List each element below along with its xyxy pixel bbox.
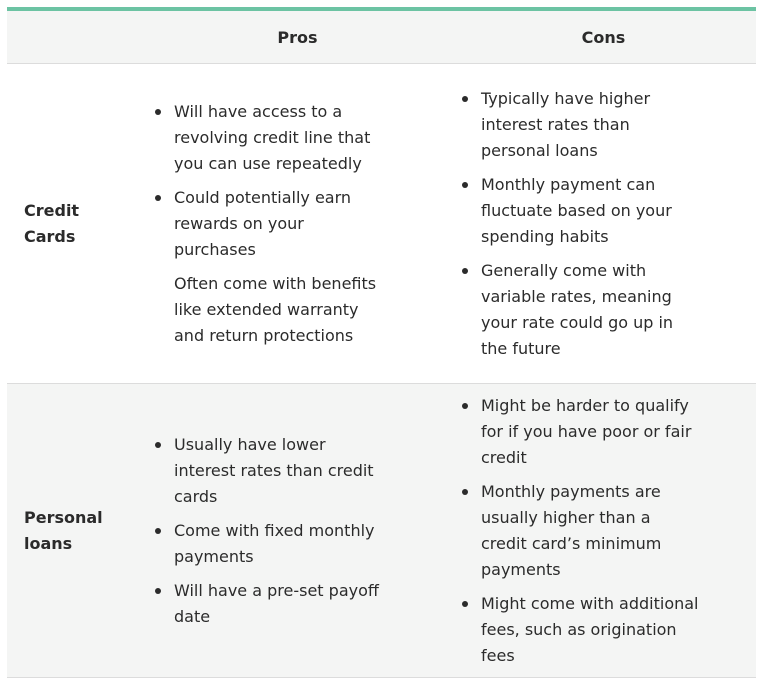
list-item: [144, 271, 384, 349]
list-item: [451, 393, 701, 471]
cons-list-credit-cards: [451, 86, 701, 362]
list-item: [144, 518, 384, 570]
bullet-icon: [462, 182, 468, 188]
row-label-text: Credit Cards: [24, 200, 80, 246]
header-cons: Cons: [581, 27, 626, 47]
cons-cell-personal-loans: [451, 384, 756, 677]
list-item: [144, 185, 384, 263]
pros-cell-credit-cards: [144, 64, 451, 383]
list-item-text: Monthly payment can fluctuate based on your spending habits: [481, 174, 672, 246]
row-label-personal-loans: [7, 384, 144, 677]
comparison-table: [7, 7, 756, 678]
pros-list-personal-loans: [144, 432, 384, 630]
row-label-text: Personal loans: [24, 507, 103, 553]
bullet-icon: [462, 489, 468, 495]
list-item-text: Usually have lower interest rates than credit cards: [174, 434, 374, 506]
list-item-text: Generally come with variable rates, meaning your rate could go up in the future: [481, 260, 674, 358]
list-item-text: Come with fixed monthly payments: [174, 520, 375, 566]
list-item: [451, 479, 701, 583]
table-row-credit-cards: [7, 64, 756, 384]
list-item-text: Might be harder to qualify for if you have poor or fair credit: [481, 395, 692, 467]
list-item: [144, 432, 384, 510]
list-item-text: Will have access to a revolving credit line that you can use repeatedly: [174, 101, 371, 173]
cons-list-personal-loans: [451, 393, 701, 669]
bullet-icon: [155, 442, 161, 448]
pros-cell-personal-loans: [144, 384, 451, 677]
bullet-icon: [462, 601, 468, 607]
header-pros: Pros: [277, 27, 318, 47]
bullet-icon: [155, 195, 161, 201]
list-item-text: Often come with benefits like extended warranty and return protections: [174, 273, 377, 345]
row-label-credit-cards: [7, 64, 144, 383]
bullet-icon: [462, 268, 468, 274]
table-header-row: [7, 11, 756, 64]
list-item-text: Typically have higher interest rates than personal loans: [481, 88, 651, 160]
list-item: [144, 578, 384, 630]
list-item: [144, 99, 384, 177]
bullet-icon: [462, 96, 468, 102]
list-item-text: Will have a pre-set payoff date: [174, 580, 379, 626]
list-item-text: Monthly payments are usually higher than a credit card’s minimum payments: [481, 481, 662, 579]
list-item: [451, 172, 701, 250]
list-item: [451, 86, 701, 164]
list-item-text: Might come with additional fees, such as origination fees: [481, 593, 699, 665]
cons-cell-credit-cards: [451, 64, 756, 383]
bullet-icon: [155, 588, 161, 594]
bullet-icon: [155, 528, 161, 534]
list-item-text: Could potentially earn rewards on your purchases: [174, 187, 352, 259]
bullet-icon: [155, 109, 161, 115]
list-item: [451, 258, 701, 362]
table-row-personal-loans: [7, 384, 756, 678]
bullet-icon: [462, 403, 468, 409]
list-item: [451, 591, 701, 669]
pros-list-credit-cards: [144, 99, 384, 349]
